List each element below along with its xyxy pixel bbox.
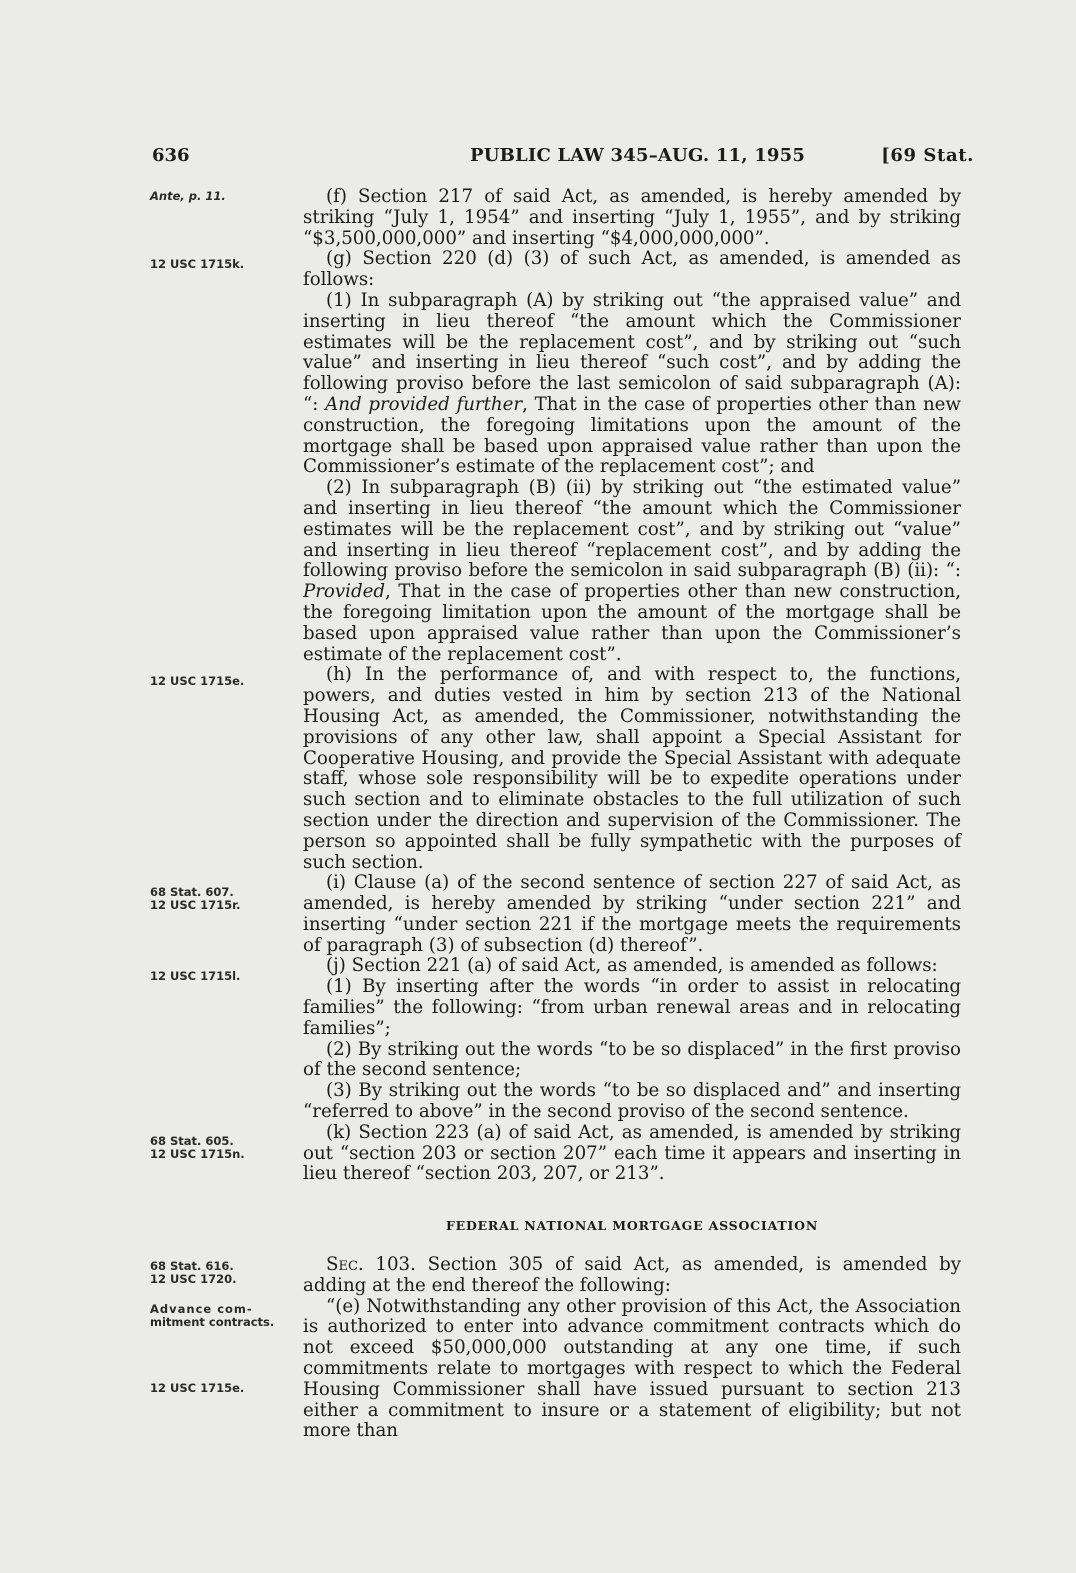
margin-note-1715e-second: 12 USC 1715e. bbox=[150, 1381, 245, 1395]
margin-note-1720: 68 Stat. 616. 12 USC 1720. bbox=[150, 1259, 237, 1286]
paragraph-j: (j) Section 221 (a) of said Act, as amended, is amended as follows: bbox=[326, 955, 938, 977]
margin-note-advance-commitment: Advance com- mitment contracts. bbox=[150, 1302, 275, 1329]
margin-note-1715r: 68 Stat. 607. 12 USC 1715r. bbox=[150, 885, 241, 912]
paragraph-f: (f) Section 217 of said Act, as amended, is hereby amended by striking “July 1, 1954” and inserting “July 1, 1955”, and by striking “$3,500,000,000” and inserting “$4,000,000,000”. bbox=[303, 186, 961, 249]
margin-note-ante: Ante, p. 11. bbox=[150, 189, 226, 203]
margin-note-1715k: 12 USC 1715k. bbox=[150, 257, 245, 271]
margin-note-1715l: 12 USC 1715l. bbox=[150, 969, 241, 983]
paragraph-e: “(e) Notwithstanding any other provision of this Act, the Association is authorized to enter into advance commitment contracts which do not exceed $50,000,000 outstanding at any one time, if such commitments relate to mortgages with respect to which the Federal Housing Commissioner shall have issued pursuant to section 213 either a commitment to insure or a statement of eligibility; but not more than bbox=[303, 1295, 961, 1442]
paragraph-j2: (2) By striking out the words “to be so displaced” in the first proviso of the second sentence; bbox=[303, 1038, 961, 1081]
paragraph-h: (h) In the performance of, and with respect to, the functions, powers, and duties vested in him by section 213 of the National Housing Act, as amended, the Commissioner, notwithstanding the provisions of any other law, shall appoint a Special Assistant for Cooperative Housing, and provide the Special Assistant with adequate staff, whose sole responsibility will be to expedite operations under such section and to eliminate obstacles to the full utilization of such section under the direction and supervision of the Commissioner. The person so appointed shall be fully sympathetic with the purposes of such section. bbox=[303, 664, 961, 873]
paragraph-g: (g) Section 220 (d) (3) of such Act, as amended, is amended as follows: bbox=[303, 248, 961, 291]
margin-note-1715e: 12 USC 1715e. bbox=[150, 674, 245, 688]
section-heading: FEDERAL NATIONAL MORTGAGE ASSOCIATION bbox=[445, 1218, 819, 1233]
body-text-sec103 bbox=[303, 1255, 961, 1442]
page-number: 636 bbox=[152, 145, 190, 166]
paragraph-sec103: Sec. 103. Section 305 of said Act, as amended, is amended by adding at the end thereof the following: bbox=[303, 1254, 961, 1296]
page-header bbox=[152, 145, 974, 171]
margin-note-1715n: 68 Stat. 605. 12 USC 1715n. bbox=[150, 1134, 245, 1161]
paragraph-i: (i) Clause (a) of the second sentence of section 227 of said Act, as amended, is hereby amended by striking “under section 221” and inserting “under section 221 if the mortgage meets the requirements of paragraph (3) of subsection (d) thereof”. bbox=[303, 872, 961, 956]
paragraph-g2: (2) In subparagraph (B) (ii) by striking out “the estimated value” and inserting in lieu thereof “the amount which the Commissioner estimates will be the replacement cost”, and by striking out “value” and inserting in lieu thereof “replacement cost”, and by adding the following proviso before the semicolon in said subparagraph (B) (ii): “: Provided, That in the case of properties other than new construction, the foregoing limitation upon the amount of the mortgage shall be based upon appraised value rather than upon the Commissioner’s estimate of the replacement cost”. bbox=[303, 477, 961, 665]
paragraph-j1: (1) By inserting after the words “in order to assist in relocating families” the following: “from urban renewal areas and in relocating families”; bbox=[303, 976, 961, 1039]
paragraph-k: (k) Section 223 (a) of said Act, as amended, is amended by striking out “section 203 or section 207” each time it appears and inserting in lieu thereof “section 203, 207, or 213”. bbox=[303, 1121, 961, 1185]
paragraph-g1: (1) In subparagraph (A) by striking out “the appraised value” and inserting in lieu thereof “the amount which the Commissioner estimates will be the replacement cost”, and by striking out “such value” and inserting in lieu thereof “such cost”, and by adding the following proviso before the last semicolon of said subparagraph (A): “: And provided further, That in the case of properties other than new construction, the foregoing limitations upon the amount of the mortgage shall be based upon appraised value rather than upon the Commissioner’s estimate of the replacement cost”; and bbox=[303, 289, 961, 478]
paragraph-j3: (3) By striking out the words “to be so displaced and” and inserting “referred to above” in the second proviso of the second sentence. bbox=[303, 1080, 961, 1123]
page-title: PUBLIC LAW 345–AUG. 11, 1955 bbox=[470, 145, 806, 166]
body-text-main bbox=[303, 187, 961, 1185]
statute-reference: [69 Stat. bbox=[881, 145, 974, 166]
